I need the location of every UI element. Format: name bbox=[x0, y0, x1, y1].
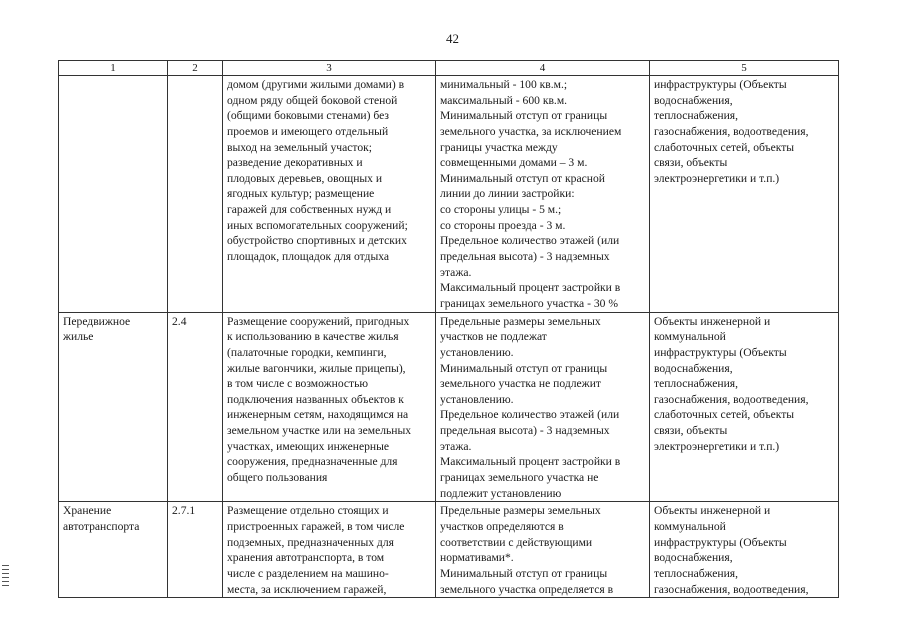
cell-line: (палаточные городки, кемпинги, bbox=[227, 345, 387, 359]
cell-line: Размещение сооружений, пригодных bbox=[227, 314, 410, 328]
column-header-2: 2 bbox=[168, 61, 223, 76]
cell-line: минимальный - 100 кв.м.; bbox=[440, 78, 568, 91]
cell-line: Предельные размеры земельных bbox=[440, 504, 601, 518]
cell-line: земельного участка определяется в bbox=[440, 582, 614, 596]
cell-line: теплоснабжения, bbox=[654, 109, 739, 123]
cell-line: общего пользования bbox=[227, 471, 328, 485]
page-number: 42 bbox=[446, 31, 459, 46]
use-description-cell bbox=[223, 312, 436, 502]
cell-line: хранения автотранспорта, в том bbox=[227, 551, 385, 565]
cell-line: границах земельного участка - 30 % bbox=[440, 296, 618, 310]
cell-line: этажа. bbox=[440, 265, 472, 279]
cell-line: Максимальный процент застройки в bbox=[440, 281, 621, 295]
cell-line: к использованию в качестве жилья bbox=[227, 330, 399, 344]
zoning-regulations-table bbox=[58, 60, 839, 598]
cell-line: плодовых деревьев, овощных и bbox=[227, 171, 383, 185]
cell-line: проемов и имеющего отдельный bbox=[227, 124, 389, 138]
cell-line: предельная высота) - 3 надземных bbox=[440, 424, 610, 438]
cell-line: обустройство спортивных и детских bbox=[227, 234, 407, 248]
use-type-name-cell: Хранение автотранспорта bbox=[59, 502, 168, 598]
cell-line: газоснабжения, водоотведения, bbox=[654, 124, 809, 138]
cell-line: пристроенных гаражей, в том числе bbox=[227, 519, 405, 533]
table-row bbox=[59, 312, 839, 502]
cell-line: Минимальный отступ от границы bbox=[440, 566, 608, 580]
cell-line: инженерным сетям, находящимся на bbox=[227, 408, 409, 422]
cell-line: домом (другими жилыми домами) в bbox=[227, 78, 405, 91]
cell-line: инфраструктуры (Объекты bbox=[654, 535, 787, 549]
column-header-3: 3 bbox=[223, 61, 436, 76]
cell-line: совмещенными домами – 3 м. bbox=[440, 156, 588, 170]
cell-line: (общими боковыми стенами) без bbox=[227, 109, 389, 123]
cell-line: газоснабжения, водоотведения, bbox=[654, 582, 809, 596]
cell-line: земельном участке или на земельных bbox=[227, 424, 412, 438]
cell-line: земельного участка, за исключением bbox=[440, 124, 622, 138]
cell-line: Минимальный отступ от границы bbox=[440, 109, 608, 123]
cell-line: коммунальной bbox=[654, 519, 726, 533]
cell-line: инфраструктуры (Объекты bbox=[654, 78, 787, 91]
cell-line: Объекты инженерной и bbox=[654, 504, 771, 518]
use-type-code-cell: 2.7.1 bbox=[168, 502, 223, 598]
cell-line: водоснабжения, bbox=[654, 551, 733, 565]
cell-line: соответствии с действующими bbox=[440, 535, 593, 549]
infrastructure-cell bbox=[650, 312, 839, 502]
parameters-cell bbox=[436, 502, 650, 598]
use-type-name-cell bbox=[59, 76, 168, 313]
cell-line: земельного участка не подлежит bbox=[440, 377, 601, 391]
use-type-code-cell bbox=[168, 76, 223, 313]
column-header-1: 1 bbox=[59, 61, 168, 76]
cell-line: участках, имеющих инженерные bbox=[227, 439, 390, 453]
cell-line: инфраструктуры (Объекты bbox=[654, 345, 787, 359]
cell-line: теплоснабжения, bbox=[654, 566, 739, 580]
cell-line: подземных, предназначенных для bbox=[227, 535, 394, 549]
table-row bbox=[59, 76, 839, 313]
cell-line: гаражей для собственных нужд и bbox=[227, 203, 392, 217]
cell-line: слаботочных сетей, объекты bbox=[654, 140, 795, 154]
cell-line: площадок, площадок для отдыха bbox=[227, 250, 390, 264]
cell-line: водоснабжения, bbox=[654, 93, 733, 107]
cell-line: границы участка между bbox=[440, 140, 558, 154]
cell-line: подлежит установлению bbox=[440, 486, 562, 500]
cell-line: числе с разделением на машино- bbox=[227, 566, 389, 580]
parameters-cell bbox=[436, 312, 650, 502]
cell-line: Минимальный отступ от красной bbox=[440, 171, 605, 185]
cell-line: связи, объекты bbox=[654, 156, 728, 170]
cell-line: установлению. bbox=[440, 345, 514, 359]
column-header-4: 4 bbox=[436, 61, 650, 76]
cell-line: электроэнергетики и т.п.) bbox=[654, 171, 780, 185]
cell-line: Предельные размеры земельных bbox=[440, 314, 601, 328]
cell-line: в том числе с возможностью bbox=[227, 377, 369, 391]
cell-line: слаботочных сетей, объекты bbox=[654, 408, 795, 422]
cell-line: коммунальной bbox=[654, 330, 726, 344]
cell-line: места, за исключением гаражей, bbox=[227, 582, 387, 596]
cell-line: водоснабжения, bbox=[654, 361, 733, 375]
cell-line: этажа. bbox=[440, 439, 472, 453]
infrastructure-cell bbox=[650, 76, 839, 313]
cell-line: Минимальный отступ от границы bbox=[440, 361, 608, 375]
table-header-row bbox=[59, 61, 839, 76]
cell-line: максимальный - 600 кв.м. bbox=[440, 93, 568, 107]
cell-line: установлению. bbox=[440, 392, 514, 406]
cell-line: со стороны проезда - 3 м. bbox=[440, 218, 566, 232]
cell-line: связи, объекты bbox=[654, 424, 728, 438]
cell-line: электроэнергетики и т.п.) bbox=[654, 439, 780, 453]
cell-line: Предельное количество этажей (или bbox=[440, 408, 620, 422]
cell-line: линии до линии застройки: bbox=[440, 187, 575, 201]
cell-line: Предельное количество этажей (или bbox=[440, 234, 620, 248]
cell-line: нормативами*. bbox=[440, 551, 514, 565]
cell-line: со стороны улицы - 5 м.; bbox=[440, 203, 562, 217]
cell-line: газоснабжения, водоотведения, bbox=[654, 392, 809, 406]
cell-line: иных вспомогательных сооружений; bbox=[227, 218, 408, 232]
cell-line: подключения названных объектов к bbox=[227, 392, 404, 406]
cell-line: сооружения, предназначенные для bbox=[227, 455, 398, 469]
cell-line: разведение декоративных и bbox=[227, 156, 363, 170]
use-type-code-cell: 2.4 bbox=[168, 312, 223, 502]
cell-line: одном ряду общей боковой стеной bbox=[227, 93, 398, 107]
cell-line: границах земельного участка не bbox=[440, 471, 599, 485]
cell-line: жилые вагончики, жилые прицепы), bbox=[227, 361, 406, 375]
use-description-cell bbox=[223, 502, 436, 598]
cell-line: Объекты инженерной и bbox=[654, 314, 771, 328]
cell-line: участков не подлежат bbox=[440, 330, 547, 344]
use-description-cell bbox=[223, 76, 436, 313]
binding-margin-mark bbox=[2, 565, 9, 587]
use-type-name-cell: Передвижное жилье bbox=[59, 312, 168, 502]
cell-line: участков определяются в bbox=[440, 519, 564, 533]
cell-line: Размещение отдельно стоящих и bbox=[227, 504, 389, 518]
cell-line: ягодных культур; размещение bbox=[227, 187, 375, 201]
cell-line: предельная высота) - 3 надземных bbox=[440, 250, 610, 264]
column-header-5: 5 bbox=[650, 61, 839, 76]
table-row bbox=[59, 502, 839, 598]
cell-line: Максимальный процент застройки в bbox=[440, 455, 621, 469]
parameters-cell bbox=[436, 76, 650, 313]
cell-line: теплоснабжения, bbox=[654, 377, 739, 391]
cell-line: выход на земельный участок; bbox=[227, 140, 372, 154]
infrastructure-cell bbox=[650, 502, 839, 598]
